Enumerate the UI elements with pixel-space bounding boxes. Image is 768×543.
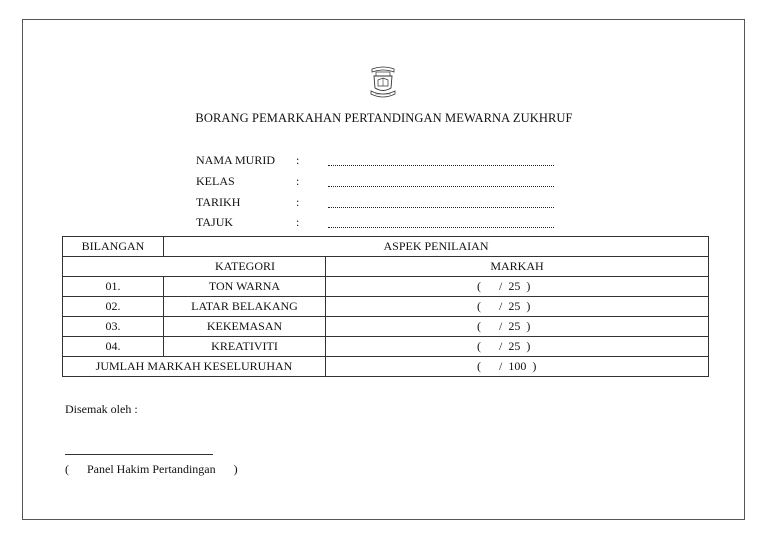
field-colon: : xyxy=(296,215,300,229)
form-title: BORANG PEMARKAHAN PERTANDINGAN MEWARNA ZUKHRUF xyxy=(195,111,573,125)
table-header-row xyxy=(63,237,709,257)
row-number: 02. xyxy=(63,297,164,317)
row-markah: ( / 25 ) xyxy=(477,299,531,313)
field-dotted-line[interactable] xyxy=(328,173,554,187)
row-markah: ( / 25 ) xyxy=(477,319,531,333)
row-number: 03. xyxy=(63,317,164,337)
field-colon: : xyxy=(296,174,300,188)
header-markah: MARKAH xyxy=(326,257,709,277)
header-aspek-penilaian: ASPEK PENILAIAN xyxy=(164,237,709,257)
field-dotted-line[interactable] xyxy=(328,152,554,166)
row-markah: ( / 25 ) xyxy=(477,339,531,353)
signature-line[interactable] xyxy=(65,454,213,455)
row-kategori: TON WARNA xyxy=(164,277,326,297)
row-kategori: KEKEMASAN xyxy=(164,317,326,337)
field-colon: : xyxy=(296,195,300,209)
field-dotted-line[interactable] xyxy=(328,194,554,208)
row-markah-cell[interactable] xyxy=(326,337,709,357)
row-kategori: KREATIVITI xyxy=(164,337,326,357)
table-subheader-row xyxy=(63,257,709,277)
field-label: KELAS xyxy=(196,174,235,188)
header-kategori: KATEGORI xyxy=(63,257,326,277)
row-number: 04. xyxy=(63,337,164,357)
field-label: NAMA MURID xyxy=(196,153,276,167)
row-markah-cell[interactable] xyxy=(326,277,709,297)
disemak-label: Disemak oleh : xyxy=(65,402,138,416)
field-label: TAJUK xyxy=(196,215,234,229)
panel-label: ( Panel Hakim Pertandingan ) xyxy=(65,462,238,476)
row-kategori: LATAR BELAKANG xyxy=(164,297,326,317)
school-crest-icon xyxy=(368,66,398,100)
table-row xyxy=(63,277,709,297)
row-markah: ( / 25 ) xyxy=(477,279,531,293)
row-markah-cell[interactable] xyxy=(326,297,709,317)
table-row xyxy=(63,337,709,357)
table-total-row xyxy=(63,357,709,377)
table-row xyxy=(63,297,709,317)
row-number: 01. xyxy=(63,277,164,297)
total-markah-cell[interactable] xyxy=(326,357,709,377)
total-markah: ( / 100 ) xyxy=(477,359,537,373)
score-table xyxy=(62,236,709,377)
field-label: TARIKH xyxy=(196,195,241,209)
table-row xyxy=(63,317,709,337)
field-dotted-line[interactable] xyxy=(328,214,554,228)
header-bilangan: BILANGAN xyxy=(63,237,164,257)
total-label: JUMLAH MARKAH KESELURUHAN xyxy=(63,357,326,377)
row-markah-cell[interactable] xyxy=(326,317,709,337)
field-colon: : xyxy=(296,153,300,167)
